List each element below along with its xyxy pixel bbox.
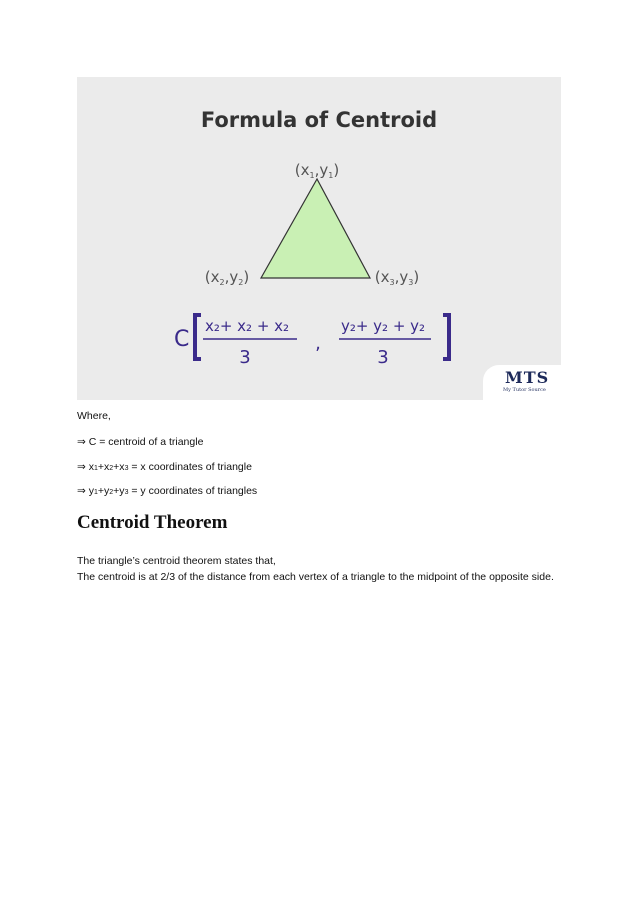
logo-main-text: MTS — [505, 368, 550, 387]
formula-comma: , — [315, 333, 321, 354]
x-numerator: x₂+ x₂ + x₂ — [204, 317, 290, 335]
where-line-c: ⇒ C = centroid of a triangle — [77, 436, 204, 448]
figure-title: Formula of Centroid — [200, 108, 438, 132]
y-denominator: 3 — [377, 347, 389, 368]
centroid-c-label: C — [174, 327, 190, 352]
theorem-line-1: The triangle’s centroid theorem states that, — [77, 555, 276, 567]
triangle-shape — [261, 179, 370, 278]
right-bracket — [443, 315, 449, 359]
x-denominator: 3 — [239, 347, 251, 368]
where-line-x: ⇒ x1+x2+x3 = x coordinates of triangle — [77, 461, 252, 473]
where-label: Where, — [77, 410, 111, 422]
vertex-top-label: $(x_1,y_1)$ — [294, 161, 340, 180]
logo-sub-text: My Tutor Source — [503, 387, 546, 393]
theorem-line-2: The centroid is at 2/3 of the distance from each vertex of a triangle to the midpoint of the opposite side. — [77, 571, 554, 583]
figure-canvas — [77, 77, 561, 400]
vertex-left-label: $(x_2,y_2)$ — [204, 268, 250, 287]
brand-logo — [483, 365, 561, 400]
left-bracket — [195, 315, 201, 359]
y-numerator: y₂+ y₂ + y₂ — [340, 317, 426, 335]
section-heading: Centroid Theorem — [77, 512, 228, 533]
vertex-right-label: $(x_3,y_3)$ — [374, 268, 420, 287]
where-line-y: ⇒ y1+y2+y3 = y coordinates of triangles — [77, 485, 258, 497]
centroid-formula-figure — [77, 77, 561, 400]
theorem-paragraph — [77, 553, 567, 585]
